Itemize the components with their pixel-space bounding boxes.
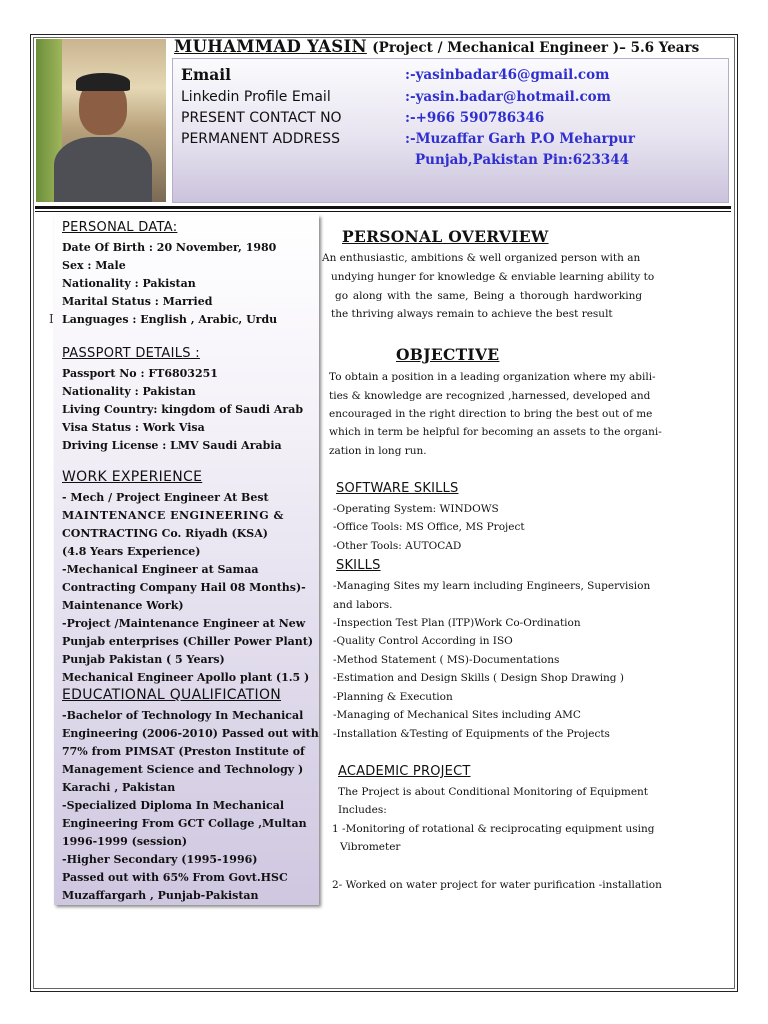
linkedin-value[interactable]: :-yasin.badar@hotmail.com [405, 89, 611, 105]
work-line: Punjab Pakistan ( 5 Years) [62, 653, 225, 666]
candidate-name: MUHAMMAD YASIN [174, 37, 367, 56]
software-skills-heading: SOFTWARE SKILLS [336, 481, 459, 496]
passport-line: Nationality : Pakistan [62, 385, 196, 398]
personal-line: Nationality : Pakistan [62, 277, 196, 290]
work-line: -Mechanical Engineer at Samaa [62, 563, 259, 576]
software-line: -Office Tools: MS Office, MS Project [333, 521, 525, 533]
objective-line: ties & knowledge are recognized ,harnessed, developed and [329, 390, 651, 402]
skills-line: -Installation &Testing of Equipments of the Projects [333, 728, 610, 740]
education-line: Engineering From GCT Collage ,Multan [62, 817, 307, 830]
academic-line: Includes: [338, 804, 387, 816]
software-line: -Other Tools: AUTOCAD [333, 540, 462, 552]
objective-line: encouraged in the right direction to bring the best out of me [329, 408, 653, 420]
work-line: Mechanical Engineer Apollo plant (1.5 ) [62, 671, 310, 684]
education-line: -Higher Secondary (1995-1996) [62, 853, 258, 866]
academic-line: 2- Worked on water project for water purification -installation [332, 879, 662, 891]
work-line: (4.8 Years Experience) [62, 545, 201, 558]
candidate-role: (Project / Mechanical Engineer )– 5.6 Years [372, 40, 700, 56]
passport-heading: PASSPORT DETAILS : [62, 346, 200, 361]
work-line: Punjab enterprises (Chiller Power Plant) [62, 635, 314, 648]
education-line: Management Science and Technology ) [62, 763, 304, 776]
skills-line: -Managing of Mechanical Sites including AMC [333, 709, 581, 721]
education-line: Karachi , Pakistan [62, 781, 176, 794]
objective-line: To obtain a position in a leading organization where my abili- [329, 371, 656, 383]
address-value: :-Muzaffar Garh P.O Meharpur [405, 131, 635, 147]
overview-line: go along with the same, Being a thorough hardworking [335, 290, 643, 302]
skills-line: -Method Statement ( MS)-Documentations [333, 654, 560, 666]
email-value[interactable]: :-yasinbadar46@gmail.com [405, 67, 610, 83]
personal-line: Date Of Birth : 20 November, 1980 [62, 241, 277, 254]
overview-line: undying hunger for knowledge & enviable learning ability to [331, 271, 655, 283]
education-line: 77% from PIMSAT (Preston Institute of [62, 745, 305, 758]
address-value-line2: Punjab,Pakistan Pin:623344 [415, 152, 630, 168]
passport-line: Driving License : LMV Saudi Arabia [62, 439, 282, 452]
software-line: -Operating System: WINDOWS [333, 503, 499, 515]
academic-project-heading: ACADEMIC PROJECT [338, 764, 471, 779]
personal-data-heading: PERSONAL DATA: [62, 220, 178, 235]
skills-line: -Inspection Test Plan (ITP)Work Co-Ordination [333, 617, 581, 629]
education-line: 1996-1999 (session) [62, 835, 188, 848]
work-experience-heading: WORK EXPERIENCE [62, 469, 203, 485]
academic-line: 1 -Monitoring of rotational & reciprocating equipment using [332, 823, 655, 835]
profile-photo [36, 39, 166, 202]
name-heading [174, 37, 699, 56]
skills-line: -Estimation and Design Skills ( Design Shop Drawing ) [333, 672, 624, 684]
passport-line: Visa Status : Work Visa [62, 421, 205, 434]
skills-line: -Quality Control According in ISO [333, 635, 513, 647]
work-line: -Project /Maintenance Engineer at New [62, 617, 306, 630]
email-label: Email [181, 65, 232, 84]
objective-heading: OBJECTIVE [396, 345, 500, 364]
personal-line: Languages : English , Arabic, Urdu [62, 313, 278, 326]
margin-marker: I [49, 312, 54, 326]
linkedin-label: Linkedin Profile Email [181, 89, 331, 105]
objective-line: zation in long run. [329, 445, 427, 457]
passport-line: Passport No : FT6803251 [62, 367, 218, 380]
personal-line: Sex : Male [62, 259, 126, 272]
contact-no-label: PRESENT CONTACT NO [181, 110, 342, 126]
education-line: Engineering (2006-2010) Passed out with [62, 727, 319, 740]
education-line: Passed out with 65% From Govt.HSC [62, 871, 288, 884]
contact-no-value: :-+966 590786346 [405, 110, 545, 126]
education-heading: EDUCATIONAL QUALIFICATION [62, 687, 282, 703]
personal-line: Marital Status : Married [62, 295, 213, 308]
education-line: -Specialized Diploma In Mechanical [62, 799, 284, 812]
education-line: -Bachelor of Technology In Mechanical [62, 709, 304, 722]
academic-line: The Project is about Conditional Monitoring of Equipment [338, 786, 649, 798]
divider-thick [35, 206, 731, 209]
work-line: - Mech / Project Engineer At Best [62, 491, 269, 504]
work-line: Maintenance Work) [62, 599, 184, 612]
work-line: Contracting Company Hail 08 Months)- [62, 581, 306, 594]
address-label: PERMANENT ADDRESS [181, 131, 340, 147]
academic-line: Vibrometer [340, 841, 401, 853]
skills-line: -Managing Sites my learn including Engineers, Supervision [333, 580, 651, 592]
divider-thin [35, 211, 731, 212]
work-line: CONTRACTING Co. Riyadh (KSA) [62, 527, 268, 540]
passport-line: Living Country: kingdom of Saudi Arab [62, 403, 304, 416]
skills-line: -Planning & Execution [333, 691, 453, 703]
skills-heading: SKILLS [336, 558, 381, 573]
overview-line: An enthusiastic, ambitions & well organized person with an [322, 252, 641, 264]
education-line: Muzaffargarh , Punjab-Pakistan [62, 889, 259, 902]
skills-line: and labors. [333, 599, 393, 611]
work-line: MAINTENANCE ENGINEERING & [62, 509, 284, 522]
personal-overview-heading: PERSONAL OVERVIEW [342, 227, 549, 246]
contact-box [172, 58, 729, 203]
objective-line: which in term be helpful for becoming an assets to the organi- [329, 426, 662, 438]
overview-line: the thriving always remain to achieve the best result [331, 308, 613, 320]
